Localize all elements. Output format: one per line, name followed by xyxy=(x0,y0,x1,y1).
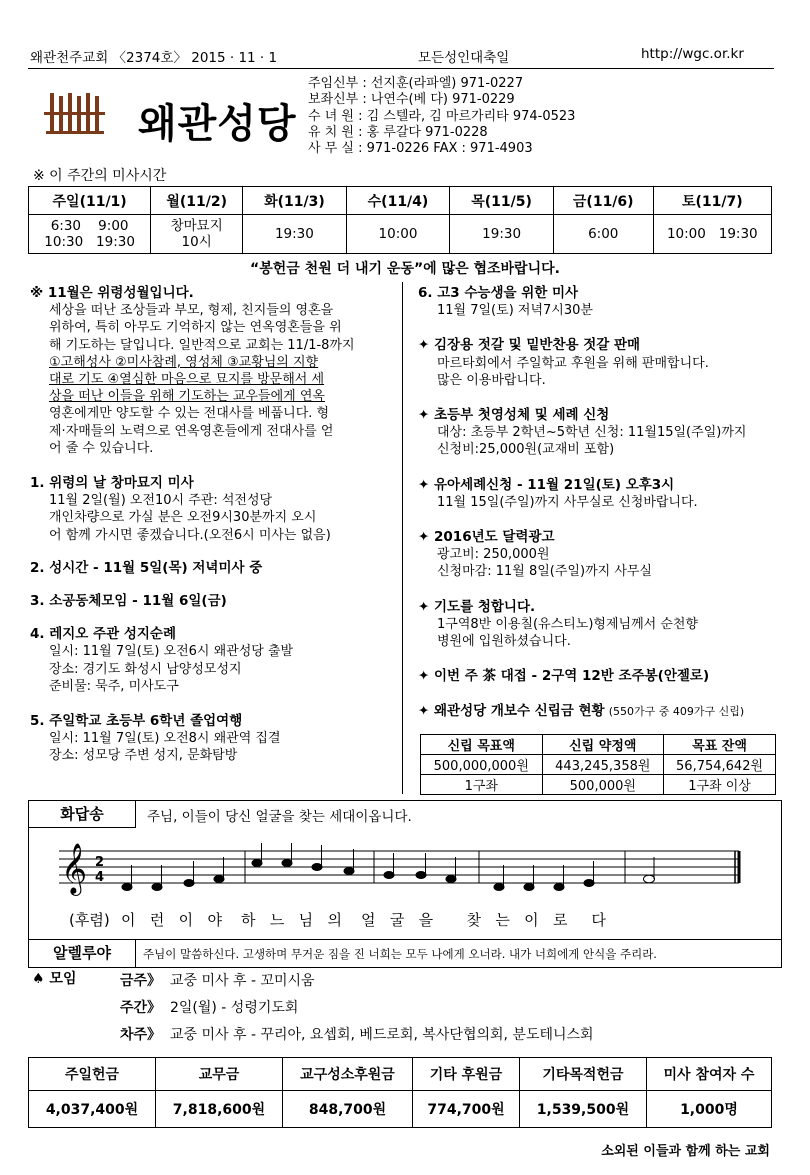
contact-convent: 수 녀 원 : 김 스텔라, 김 마르가리타 974-0523 xyxy=(308,108,576,124)
item3: 3. 소공동체모임 - 11월 6일(금) xyxy=(30,593,227,610)
svg-text:4: 4 xyxy=(95,870,105,885)
time-saturday: 10:00 19:30 xyxy=(653,215,771,254)
table-row xyxy=(29,1091,772,1128)
table-row: 500,000,000원 443,245,358원 56,754,642원 xyxy=(421,755,776,775)
offering-header: 기타목적헌금 xyxy=(519,1058,646,1091)
parish-name: 왜관성당 xyxy=(138,101,297,147)
calendar-ad-title: ✦ 2016년도 달력광고 xyxy=(418,529,555,546)
offering-header: 교무금 xyxy=(155,1058,282,1091)
right-column xyxy=(418,285,780,721)
offering-value: 7,818,600원 xyxy=(155,1091,282,1128)
mass-times-table xyxy=(28,186,772,254)
offering-value: 774,700원 xyxy=(413,1091,520,1128)
table-row: 1구좌 500,000원 1구좌 이상 xyxy=(421,775,776,795)
item1-title: 1. 위령의 날 창마묘지 미사 xyxy=(30,475,194,492)
feast-name: 모든성인대축일 xyxy=(418,50,510,66)
item6-title: 6. 고3 수능생을 위한 미사 xyxy=(418,285,579,301)
left-column xyxy=(30,285,396,779)
alleluia-text: 주님이 말씀하신다. 고생하며 무거운 짐을 진 너희는 모두 나에게 오너라. 내가 너희에게 안식을 주리라. xyxy=(143,947,657,961)
response-text: 주님, 이들이 당신 얼굴을 찾는 세대이옵니다. xyxy=(147,809,412,825)
offering-header: 주일헌금 xyxy=(29,1058,156,1091)
infant-baptism-title: ✦ 유아세례신청 - 11월 21일(토) 오후3시 xyxy=(418,476,675,493)
day-saturday: 토(11/7) xyxy=(653,187,771,215)
parish-logo-icon xyxy=(44,90,106,140)
offering-header: 미사 참여자 수 xyxy=(646,1058,771,1091)
sheet-music xyxy=(59,839,749,907)
lyrics-prefix: (후렴) xyxy=(69,911,110,929)
time-thursday: 19:30 xyxy=(450,215,554,254)
mass-days-row xyxy=(29,187,772,215)
pledge-header-pledged: 신립 약정액 xyxy=(542,735,664,755)
time-sunday: 6:30 9:00 10:30 19:30 xyxy=(29,215,151,254)
calendar-ad-text: 광고비: 250,000원 신청마감: 11월 8일(주일)까지 사무실 xyxy=(437,547,652,580)
communion-text: 대상: 초등부 2학년~5학년 신청: 11월15일(주일)까지 신청비:25,000원(교재비 포함) xyxy=(437,425,747,458)
offering-value: 848,700원 xyxy=(282,1091,412,1128)
day-monday: 월(11/2) xyxy=(151,187,243,215)
offering-header: 기타 후원금 xyxy=(413,1058,520,1091)
day-sunday: 주일(11/1) xyxy=(29,187,151,215)
meetings-list xyxy=(120,968,594,1049)
day-tuesday: 화(11/3) xyxy=(243,187,347,215)
offering-value: 1,539,500원 xyxy=(519,1091,646,1128)
item4-text: 일시: 11월 7일(토) 오전6시 왜관성당 출발 장소: 경기도 화성시 남양성모성지 준비물: 묵주, 미사도구 xyxy=(49,644,294,694)
meetings-title: ♠ 모임 xyxy=(32,971,77,987)
day-thursday: 목(11/5) xyxy=(450,187,554,215)
contact-office: 사 무 실 : 971-0226 FAX : 971-4903 xyxy=(308,141,533,157)
bulletin-issue: 왜관천주교회 〈2374호〉 2015 · 11 · 1 xyxy=(30,50,278,66)
prayer-title: ✦ 기도를 청합니다. xyxy=(418,598,536,615)
intro-title: ※ 11월은 위령성월입니다. xyxy=(30,285,194,301)
svg-text:2: 2 xyxy=(95,855,105,870)
header-divider xyxy=(28,68,774,69)
psalm-box xyxy=(28,800,782,968)
pledge-note: (550가구 중 409가구 신립) xyxy=(608,705,745,719)
day-wednesday: 수(11/4) xyxy=(346,187,450,215)
prayer-text: 1구역8반 이용칠(유스티노)형제님께서 순천향 병원에 입원하셨습니다. xyxy=(437,616,698,650)
website-link[interactable]: http://wgc.or.kr xyxy=(641,46,744,62)
item2: 2. 성시간 - 11월 5일(목) 저녁미사 중 xyxy=(30,559,263,576)
response-label: 화답송 xyxy=(60,805,104,823)
offering-value: 1,000명 xyxy=(646,1091,771,1128)
infant-baptism-text: 11월 15일(주일)까지 사무실로 신청바랍니다. xyxy=(437,494,698,510)
item5-title: 5. 주일학교 초등부 6학년 졸업여행 xyxy=(30,713,243,730)
alleluia-label: 알렐루야 xyxy=(53,944,111,962)
offering-banner: “봉헌금 천원 더 내기 운동”에 많은 협조바랍니다. xyxy=(250,261,560,277)
item5-text: 일시: 11월 7일(토) 오전8시 왜관역 집결 장소: 성모당 주변 성지, 문화탐방 xyxy=(49,731,281,764)
kimchi-text: 마르타회에서 주일학교 후원을 위해 판매합니다. 많은 이용바랍니다. xyxy=(437,355,709,388)
mass-times-title: ※ 이 주간의 미사시간 xyxy=(33,168,167,184)
pledge-header-goal: 신립 목표액 xyxy=(421,735,543,755)
list-item: 주간》 2일(월) - 성령기도회 xyxy=(120,1000,299,1016)
column-divider xyxy=(402,282,403,794)
pledge-header-remaining: 목표 잔액 xyxy=(664,735,776,755)
time-friday: 6:00 xyxy=(553,215,653,254)
intro-text: 세상을 떠난 조상들과 부모, 형제, 친지들의 영혼을 위하여, 특히 아무도 기억하지 않는 연옥영혼들을 위 해 기도하는 달입니다. 일반적으로 교회는 11/1-8까지 ①고해성사 ②미사참례, 영성체 ③교황님의 지향 대로 기도 ④열심한 마음으로 묘지를 방문해서 세 상을 떠난 이들을 위해 기도하는 교우들에게 연옥 영혼에게만 양도할 수 있는 전대사를 베풉니다. 형 제·자매들의 노력으로 연옥영혼들에게 전대사를 얻 어 줄 수 있습니다. xyxy=(49,303,355,456)
time-tuesday: 19:30 xyxy=(243,215,347,254)
offerings-table xyxy=(28,1057,772,1128)
pledge-title: ✦ 왜관성당 개보수 신립금 현황 xyxy=(418,703,605,720)
contact-assistant: 보좌신부 : 나연수(베 다) 971-0229 xyxy=(308,92,515,108)
kimchi-title: ✦ 김장용 젓갈 및 밑반찬용 젓갈 판매 xyxy=(418,337,641,354)
contact-list xyxy=(308,76,575,157)
contact-pastor: 주임신부 : 선지훈(라파엘) 971-0227 xyxy=(308,76,524,91)
time-monday: 창마묘지 10시 xyxy=(151,215,243,254)
offering-value: 4,037,400원 xyxy=(29,1091,156,1128)
item6-text: 11월 7일(토) 저녁7시30분 xyxy=(437,303,593,319)
offering-header: 교구성소후원금 xyxy=(282,1058,412,1091)
list-item: 금주》 교중 미사 후 - 꼬미시움 xyxy=(120,973,315,989)
tea-service: ✦ 이번 주 茶 대접 - 2구역 12반 조주봉(안젤로) xyxy=(418,668,710,685)
day-friday: 금(11/6) xyxy=(553,187,653,215)
contact-kindergarten: 유 치 원 : 홍 루갈다 971-0228 xyxy=(308,124,488,140)
mass-times-row xyxy=(29,215,772,254)
communion-title: ✦ 초등부 첫영성체 및 세례 신청 xyxy=(418,407,610,424)
item4-title: 4. 레지오 주관 성지순례 xyxy=(30,626,176,643)
treble-clef-icon: 𝄞 xyxy=(61,843,88,894)
list-item: 차주》 교중 미사 후 - 꾸리아, 요셉회, 베드로회, 복사단협의회, 분도테니스회 xyxy=(120,1027,594,1043)
footer-slogan: 소외된 이들과 함께 하는 교회 xyxy=(601,1144,770,1159)
item1-text: 11월 2일(월) 오전10시 주관: 석전성당 개인차량으로 가실 분은 오전9시30분까지 오시 어 함께 가시면 좋겠습니다.(오전6시 미사는 없음) xyxy=(49,493,331,543)
time-wednesday: 10:00 xyxy=(346,215,450,254)
pledge-table xyxy=(420,734,776,795)
lyrics-line: 이 런 이 야 하 느 님 의 얼 굴 을 찾 는 이 로 다 xyxy=(121,911,606,929)
